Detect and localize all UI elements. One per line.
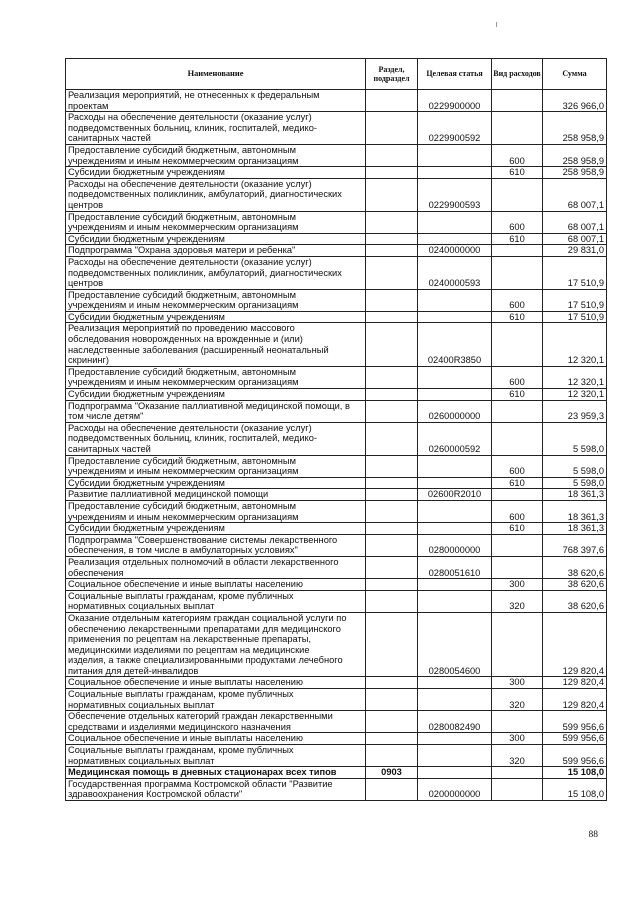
cell-name: Социальные выплаты гражданам, кроме публичных нормативных социальных выплат bbox=[66, 745, 366, 767]
cell-section bbox=[366, 677, 418, 689]
cell-exp-type: 300 bbox=[492, 579, 543, 591]
table-header-row bbox=[66, 59, 607, 90]
cell-name: Подпрограмма "Охрана здоровья матери и ребенка" bbox=[66, 245, 366, 257]
cell-section bbox=[366, 256, 418, 289]
cell-target: 0240000593 bbox=[418, 256, 492, 289]
cell-section bbox=[366, 489, 418, 501]
table-row bbox=[66, 745, 607, 767]
cell-sum: 599 956,6 bbox=[543, 733, 607, 745]
table-row bbox=[66, 590, 607, 612]
table-row bbox=[66, 477, 607, 489]
cell-sum: 68 007,1 bbox=[543, 233, 607, 245]
cell-name: Развитие паллиативной медицинской помощи bbox=[66, 489, 366, 501]
cell-sum: 29 831,0 bbox=[543, 245, 607, 257]
cell-section bbox=[366, 289, 418, 311]
cell-sum: 599 956,6 bbox=[543, 745, 607, 767]
table-row bbox=[66, 523, 607, 535]
cell-name: Предоставление субсидий бюджетным, автономным учреждениям и иным некоммерческим организациям bbox=[66, 500, 366, 522]
cell-target: 0229900593 bbox=[418, 178, 492, 211]
cell-section bbox=[366, 733, 418, 745]
cell-target: 02600R2010 bbox=[418, 489, 492, 501]
cell-name: Оказание отдельным категориям граждан социальной услуги по обеспечению лекарственными препаратами для медицинского применения по рецептам на лекарственные препараты, медицинскими изделиями по рецептам на медицинские изделия, а также специализированными продуктами лечебного питания для детей-инвалидов bbox=[66, 612, 366, 677]
cell-name: Реализация мероприятий, не отнесенных к федеральным проектам bbox=[66, 90, 366, 112]
cell-target bbox=[418, 523, 492, 535]
cell-section bbox=[366, 455, 418, 477]
cell-exp-type: 610 bbox=[492, 477, 543, 489]
cell-exp-type bbox=[492, 245, 543, 257]
cell-exp-type: 610 bbox=[492, 233, 543, 245]
cell-target bbox=[418, 767, 492, 779]
cell-name: Социальные выплаты гражданам, кроме публичных нормативных социальных выплат bbox=[66, 590, 366, 612]
cell-name: Расходы на обеспечение деятельности (оказание услуг) подведомственных поликлиник, амбулаторий, диагностических центров bbox=[66, 256, 366, 289]
cell-sum: 18 361,3 bbox=[543, 489, 607, 501]
table-row bbox=[66, 711, 607, 733]
cell-sum: 768 397,6 bbox=[543, 534, 607, 556]
cell-target bbox=[418, 579, 492, 591]
cell-target bbox=[418, 733, 492, 745]
cell-sum: 17 510,9 bbox=[543, 289, 607, 311]
cell-name: Социальное обеспечение и иные выплаты населению bbox=[66, 677, 366, 689]
scan-mark bbox=[496, 22, 497, 27]
cell-name: Медицинская помощь в дневных стационарах всех типов bbox=[66, 767, 366, 779]
cell-target bbox=[418, 745, 492, 767]
cell-exp-type bbox=[492, 400, 543, 422]
cell-target bbox=[418, 311, 492, 323]
cell-exp-type bbox=[492, 323, 543, 366]
cell-name: Расходы на обеспечение деятельности (оказание услуг) подведомственных больниц, клиник, госпиталей, медико- санитарных частей bbox=[66, 112, 366, 145]
cell-section bbox=[366, 178, 418, 211]
cell-name: Социальное обеспечение и иные выплаты населению bbox=[66, 733, 366, 745]
cell-sum: 129 820,4 bbox=[543, 677, 607, 689]
cell-name: Предоставление субсидий бюджетным, автономным учреждениям и иным некоммерческим организациям bbox=[66, 144, 366, 166]
table-row bbox=[66, 178, 607, 211]
table-row bbox=[66, 612, 607, 677]
cell-exp-type bbox=[492, 90, 543, 112]
table-row bbox=[66, 422, 607, 455]
cell-exp-type bbox=[492, 778, 543, 800]
cell-name: Предоставление субсидий бюджетным, автономным учреждениям и иным некоммерческим организациям bbox=[66, 455, 366, 477]
cell-target: 0260000592 bbox=[418, 422, 492, 455]
header-exp-type: Вид расходов bbox=[492, 59, 543, 90]
cell-target: 0280051610 bbox=[418, 556, 492, 578]
table-row bbox=[66, 579, 607, 591]
cell-section bbox=[366, 745, 418, 767]
cell-section bbox=[366, 500, 418, 522]
cell-section bbox=[366, 711, 418, 733]
cell-sum: 68 007,1 bbox=[543, 211, 607, 233]
cell-target bbox=[418, 500, 492, 522]
cell-target bbox=[418, 167, 492, 179]
cell-target bbox=[418, 455, 492, 477]
cell-target: 0229900592 bbox=[418, 112, 492, 145]
cell-name: Субсидии бюджетным учреждениям bbox=[66, 311, 366, 323]
table-row bbox=[66, 534, 607, 556]
table-row bbox=[66, 455, 607, 477]
cell-name: Субсидии бюджетным учреждениям bbox=[66, 477, 366, 489]
cell-name: Социальное обеспечение и иные выплаты населению bbox=[66, 579, 366, 591]
cell-exp-type bbox=[492, 112, 543, 145]
cell-exp-type bbox=[492, 612, 543, 677]
cell-section bbox=[366, 534, 418, 556]
cell-section bbox=[366, 590, 418, 612]
cell-section bbox=[366, 389, 418, 401]
table-row bbox=[66, 366, 607, 388]
cell-section bbox=[366, 90, 418, 112]
cell-section: 0903 bbox=[366, 767, 418, 779]
cell-name: Социальные выплаты гражданам, кроме публичных нормативных социальных выплат bbox=[66, 689, 366, 711]
cell-sum: 326 966,0 bbox=[543, 90, 607, 112]
table-row bbox=[66, 90, 607, 112]
cell-target: 0229900000 bbox=[418, 90, 492, 112]
table-row bbox=[66, 144, 607, 166]
table-row bbox=[66, 167, 607, 179]
header-section: Раздел, подраздел bbox=[366, 59, 418, 90]
table-row bbox=[66, 211, 607, 233]
cell-exp-type: 320 bbox=[492, 689, 543, 711]
table-row bbox=[66, 556, 607, 578]
cell-sum: 38 620,6 bbox=[543, 556, 607, 578]
cell-sum: 12 320,1 bbox=[543, 389, 607, 401]
cell-exp-type: 600 bbox=[492, 144, 543, 166]
cell-name: Предоставление субсидий бюджетным, автономным учреждениям и иным некоммерческим организациям bbox=[66, 211, 366, 233]
table-row bbox=[66, 500, 607, 522]
cell-section bbox=[366, 112, 418, 145]
cell-exp-type: 610 bbox=[492, 523, 543, 535]
cell-exp-type: 300 bbox=[492, 733, 543, 745]
cell-exp-type: 600 bbox=[492, 366, 543, 388]
cell-section bbox=[366, 233, 418, 245]
cell-section bbox=[366, 211, 418, 233]
cell-exp-type bbox=[492, 711, 543, 733]
cell-name: Субсидии бюджетным учреждениям bbox=[66, 389, 366, 401]
cell-exp-type bbox=[492, 767, 543, 779]
cell-exp-type bbox=[492, 534, 543, 556]
cell-sum: 12 320,1 bbox=[543, 323, 607, 366]
budget-table bbox=[65, 58, 607, 801]
cell-target bbox=[418, 233, 492, 245]
cell-target: 0200000000 bbox=[418, 778, 492, 800]
cell-target: 0280082490 bbox=[418, 711, 492, 733]
cell-section bbox=[366, 311, 418, 323]
header-target: Целевая статья bbox=[418, 59, 492, 90]
cell-sum: 23 959,3 bbox=[543, 400, 607, 422]
cell-sum: 5 598,0 bbox=[543, 455, 607, 477]
cell-section bbox=[366, 366, 418, 388]
cell-name: Субсидии бюджетным учреждениям bbox=[66, 523, 366, 535]
cell-target bbox=[418, 590, 492, 612]
table-row bbox=[66, 256, 607, 289]
cell-target bbox=[418, 144, 492, 166]
table-row bbox=[66, 677, 607, 689]
cell-name: Субсидии бюджетным учреждениям bbox=[66, 233, 366, 245]
table-row bbox=[66, 489, 607, 501]
header-name: Наименование bbox=[66, 59, 366, 90]
cell-sum: 258 958,9 bbox=[543, 167, 607, 179]
cell-exp-type bbox=[492, 178, 543, 211]
cell-target bbox=[418, 689, 492, 711]
table-row bbox=[66, 289, 607, 311]
table-row bbox=[66, 400, 607, 422]
cell-sum: 599 956,6 bbox=[543, 711, 607, 733]
cell-section bbox=[366, 144, 418, 166]
table-row bbox=[66, 245, 607, 257]
cell-target bbox=[418, 366, 492, 388]
cell-target: 0280000000 bbox=[418, 534, 492, 556]
cell-name: Подпрограмма "Оказание паллиативной медицинской помощи, в том числе детям" bbox=[66, 400, 366, 422]
table-row bbox=[66, 112, 607, 145]
cell-name: Расходы на обеспечение деятельности (оказание услуг) подведомственных поликлиник, амбулаторий, диагностических центров bbox=[66, 178, 366, 211]
cell-section bbox=[366, 689, 418, 711]
cell-exp-type: 320 bbox=[492, 745, 543, 767]
page-number: 88 bbox=[588, 830, 598, 840]
table-row bbox=[66, 323, 607, 366]
cell-name: Предоставление субсидий бюджетным, автономным учреждениям и иным некоммерческим организациям bbox=[66, 289, 366, 311]
cell-exp-type bbox=[492, 256, 543, 289]
cell-exp-type: 600 bbox=[492, 455, 543, 477]
cell-sum: 17 510,9 bbox=[543, 256, 607, 289]
table-row bbox=[66, 689, 607, 711]
cell-section bbox=[366, 400, 418, 422]
cell-exp-type: 610 bbox=[492, 311, 543, 323]
cell-exp-type: 600 bbox=[492, 500, 543, 522]
cell-target bbox=[418, 477, 492, 489]
cell-section bbox=[366, 523, 418, 535]
cell-target: 0240000000 bbox=[418, 245, 492, 257]
cell-sum: 18 361,3 bbox=[543, 500, 607, 522]
cell-section bbox=[366, 167, 418, 179]
cell-section bbox=[366, 556, 418, 578]
cell-section bbox=[366, 422, 418, 455]
cell-section bbox=[366, 612, 418, 677]
cell-name: Реализация мероприятий по проведению массового обследования новорожденных на врожденные и (или) наследственные заболевания (расширенный неонатальный скрининг) bbox=[66, 323, 366, 366]
cell-exp-type: 600 bbox=[492, 289, 543, 311]
cell-sum: 12 320,1 bbox=[543, 366, 607, 388]
cell-sum: 258 958,9 bbox=[543, 144, 607, 166]
table-row bbox=[66, 767, 607, 779]
cell-target bbox=[418, 289, 492, 311]
cell-sum: 129 820,4 bbox=[543, 612, 607, 677]
cell-sum: 15 108,0 bbox=[543, 767, 607, 779]
cell-sum: 5 598,0 bbox=[543, 422, 607, 455]
cell-sum: 5 598,0 bbox=[543, 477, 607, 489]
cell-sum: 129 820,4 bbox=[543, 689, 607, 711]
cell-section bbox=[366, 778, 418, 800]
cell-sum: 18 361,3 bbox=[543, 523, 607, 535]
cell-target: 02400R3850 bbox=[418, 323, 492, 366]
cell-name: Подпрограмма "Совершенствование системы лекарственного обеспечения, в том числе в амбулаторных условиях" bbox=[66, 534, 366, 556]
cell-sum: 15 108,0 bbox=[543, 778, 607, 800]
cell-name: Предоставление субсидий бюджетным, автономным учреждениям и иным некоммерческим организациям bbox=[66, 366, 366, 388]
cell-target: 0260000000 bbox=[418, 400, 492, 422]
table-row bbox=[66, 733, 607, 745]
cell-target: 0280054600 bbox=[418, 612, 492, 677]
cell-sum: 38 620,6 bbox=[543, 590, 607, 612]
table-row bbox=[66, 233, 607, 245]
cell-sum: 258 958,9 bbox=[543, 112, 607, 145]
cell-name: Реализация отдельных полномочий в области лекарственного обеспечения bbox=[66, 556, 366, 578]
table-row bbox=[66, 311, 607, 323]
header-sum: Сумма bbox=[543, 59, 607, 90]
cell-target bbox=[418, 211, 492, 233]
cell-name: Субсидии бюджетным учреждениям bbox=[66, 167, 366, 179]
table-row bbox=[66, 778, 607, 800]
cell-section bbox=[366, 245, 418, 257]
cell-section bbox=[366, 323, 418, 366]
cell-name: Обеспечение отдельных категорий граждан лекарственными средствами и изделиями медицинского назначения bbox=[66, 711, 366, 733]
cell-exp-type: 320 bbox=[492, 590, 543, 612]
cell-section bbox=[366, 477, 418, 489]
cell-exp-type: 300 bbox=[492, 677, 543, 689]
cell-target bbox=[418, 389, 492, 401]
cell-target bbox=[418, 677, 492, 689]
cell-exp-type bbox=[492, 489, 543, 501]
cell-exp-type: 600 bbox=[492, 211, 543, 233]
cell-name: Государственная программа Костромской области "Развитие здравоохранения Костромской области" bbox=[66, 778, 366, 800]
table-row bbox=[66, 389, 607, 401]
cell-sum: 38 620,6 bbox=[543, 579, 607, 591]
cell-name: Расходы на обеспечение деятельности (оказание услуг) подведомственных больниц, клиник, госпиталей, медико- санитарных частей bbox=[66, 422, 366, 455]
cell-exp-type: 610 bbox=[492, 167, 543, 179]
cell-section bbox=[366, 579, 418, 591]
cell-sum: 17 510,9 bbox=[543, 311, 607, 323]
cell-sum: 68 007,1 bbox=[543, 178, 607, 211]
cell-exp-type: 610 bbox=[492, 389, 543, 401]
cell-exp-type bbox=[492, 556, 543, 578]
cell-exp-type bbox=[492, 422, 543, 455]
